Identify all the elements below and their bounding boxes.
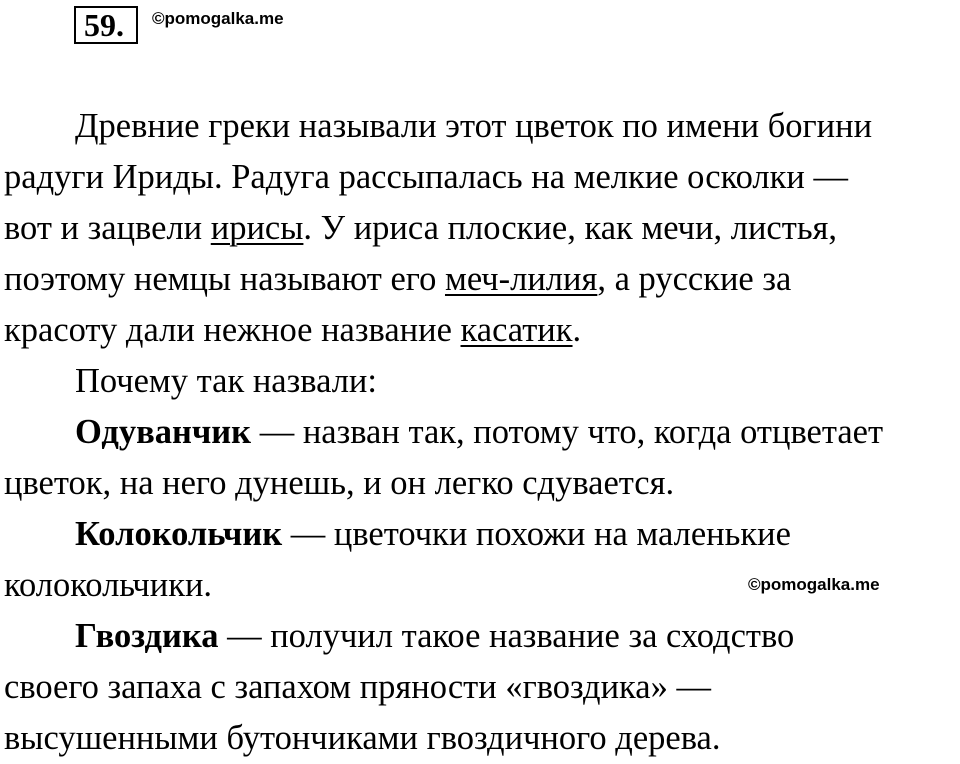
item-line: колокольчики. — [4, 566, 213, 604]
item-text: — получил такое название за сходство — [218, 617, 795, 655]
task-number: 59. — [74, 6, 138, 44]
item-term: Колокольчик — [75, 515, 283, 553]
underlined-word-irises: ирисы — [210, 209, 304, 247]
paragraph-line — [4, 305, 960, 356]
paragraph-line — [4, 203, 960, 254]
item-line: высушенными бутончиками гвоздичного дерева. — [4, 719, 721, 757]
watermark-middle: ©pomogalka.me — [748, 575, 880, 594]
paragraph-line: Древние греки называли этот цветок по имени богини — [75, 107, 873, 145]
item-text: — цветочки похожи на маленькие — [282, 515, 791, 553]
item-line — [4, 407, 960, 458]
document-text — [4, 101, 960, 764]
item-line: цветок, на него дунешь, и он легко сдувается. — [4, 464, 675, 502]
item-line — [4, 611, 960, 662]
underlined-word-sword-lily: меч-лилия — [444, 260, 598, 298]
text-run: поэтому немцы называют его — [4, 260, 445, 298]
item-line: своего запаха с запахом пряности «гвоздика» — — [4, 668, 711, 706]
item-term: Гвоздика — [75, 617, 219, 655]
text-run: . У ириса плоские, как мечи, листья, — [303, 209, 838, 247]
item-line — [4, 509, 960, 560]
item-text: — назван так, потому что, когда отцветает — [251, 413, 884, 451]
text-run: вот и зацвели — [4, 209, 211, 247]
text-run: красоту дали нежное название — [4, 311, 461, 349]
question-line: Почему так назвали: — [75, 362, 377, 400]
text-run: , а русские за — [597, 260, 792, 298]
paragraph-line: радуги Ириды. Радуга рассыпалась на мелкие осколки — — [4, 158, 848, 196]
paragraph-line — [4, 254, 960, 305]
underlined-word-kasatik: касатик — [460, 311, 573, 349]
watermark-top: ©pomogalka.me — [152, 9, 284, 28]
item-term: Одуванчик — [75, 413, 252, 451]
text-run: . — [572, 311, 582, 349]
